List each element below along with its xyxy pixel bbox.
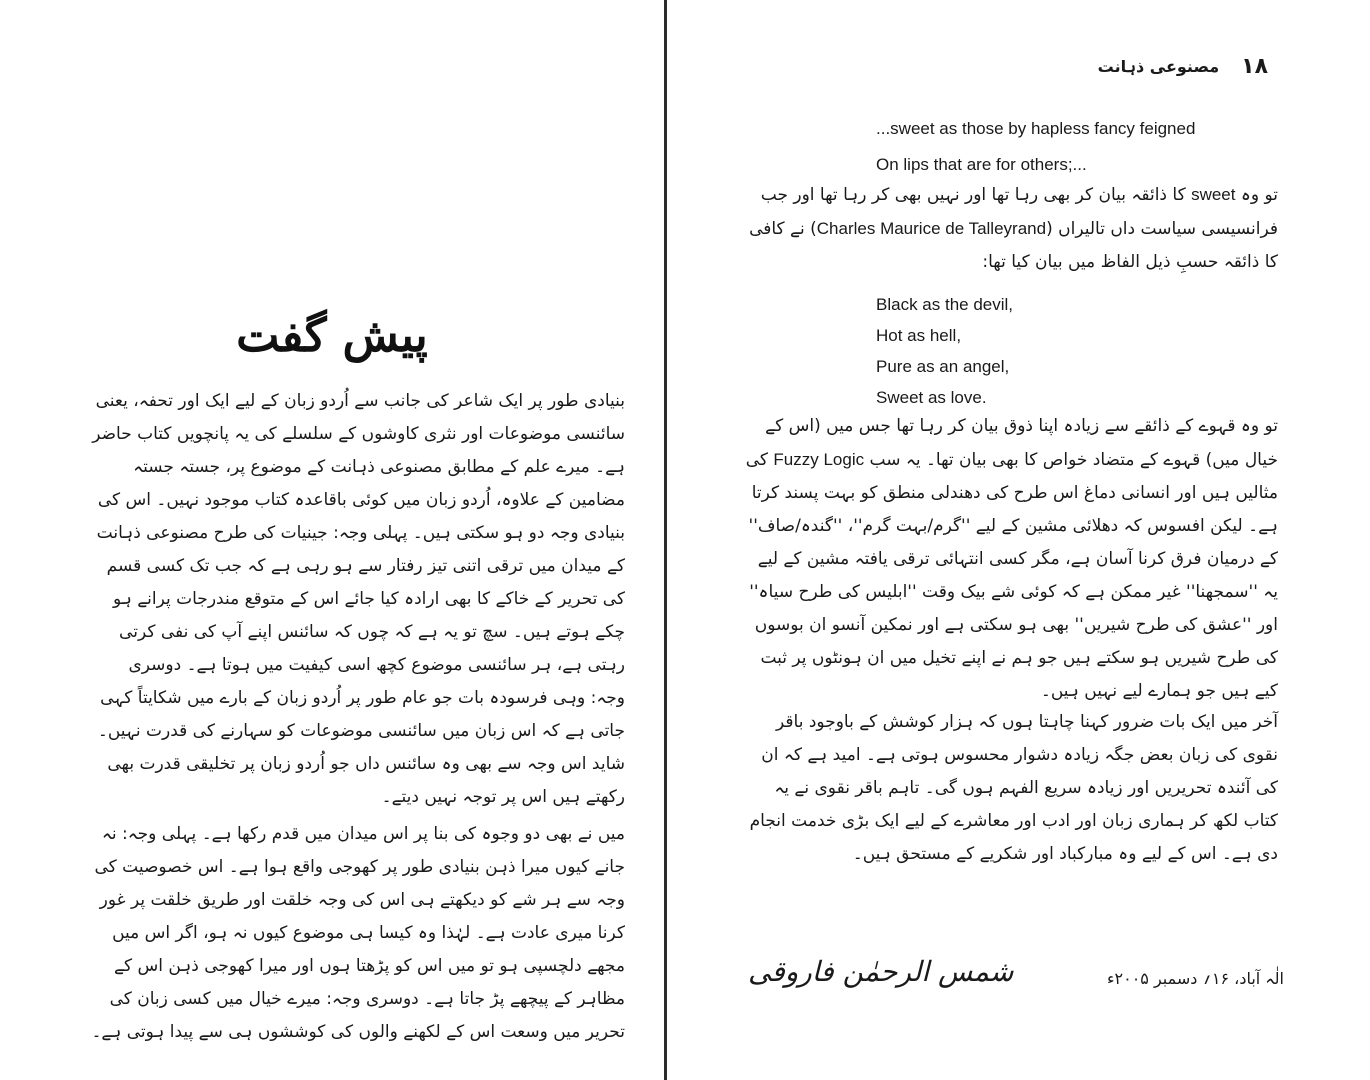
- verse-line: ...sweet as those by hapless fancy feigned: [876, 119, 1196, 138]
- preface-title: پیش گفت: [236, 308, 428, 362]
- verse-line: Hot as hell,: [876, 326, 962, 345]
- verse-line: Black as the devil,: [876, 295, 1014, 314]
- author-signature: شمس الرحمٰن فاروقی: [748, 955, 1014, 988]
- paragraph-text: کا ذائقہ بیان کر بھی رہا تھا اور نہیں بھی کر رہا تھا اور جب فرانسیسی سیاست داں تالیراں (: [760, 185, 1278, 239]
- page-number: ۱۸: [1241, 54, 1268, 79]
- running-head: [1098, 52, 1268, 82]
- english-term: sweet: [1191, 185, 1236, 204]
- preface-body: [90, 385, 625, 1049]
- epigraph-verse: [876, 111, 1296, 183]
- paragraph-closing: [738, 706, 1278, 871]
- running-title: مصنوعی ذہانت: [1097, 57, 1220, 76]
- paragraph-text: تو وہ: [1235, 185, 1278, 205]
- preface-paragraph-2: میں نے بھی دو وجوہ کی بنا پر اس میدان میں قدم رکھا ہے۔ پہلی وجہ: نہ جانے کیوں میرا ذہن بنیادی طور پر کھوجی واقع ہوا ہے۔ اس خصوصیت کی وجہ سے ہر شے کو دیکھتے ہی اس کی وجہ خلقت اور طریق خلقت پر غور کرنا میری عادت ہے۔ لہٰذا وہ کیسا ہی موضوع کیوں نہ ہو، اگر اس میں مجھے دلچسپی ہو تو میں اس کو پڑھتا ہوں اور میرا کھوجی ذہن اس کے مظاہر کے پیچھے پڑ جاتا ہے۔ دوسری وجہ: میرے خیال میں کسی زبان کی تحریر میں وسعت اس کے لکھنے والوں کی کوششوں ہی سے پیدا ہوتی ہے۔: [91, 824, 625, 1042]
- dateline: الٰہ آباد، ۱۶؍ دسمبر ۲۰۰۵ء: [1106, 969, 1284, 988]
- right-page: [668, 0, 1370, 1080]
- coffee-verse: [876, 289, 1296, 413]
- verse-line: On lips that are for others;...: [876, 155, 1087, 174]
- paragraph-text: تو وہ قہوے کے ذائقے سے زیادہ اپنا ذوق بیان کر رہا تھا جس میں (اس کے خیال میں) قہوے کے متضاد خواص کا بھی بیان تھا۔ یہ سب: [765, 416, 1278, 470]
- left-page: [0, 0, 664, 1080]
- paragraph-text: کی مثالیں ہیں اور انسانی دماغ اس طرح کی دھندلی منطق کو بہت پسند کرتا ہے۔ لیکن افسوس کہ دھلائی مشین کے لیے ''گرم/بہت گرم''، ''گندہ/صاف'' کے درمیان فرق کرنا آسان ہے، مگر کسی انتہائی ترقی یافتہ مشین کے لیے یہ ''سمجھنا'' غیر ممکن ہے کہ کوئی شے بیک وقت ''ابلیس کی طرح سیاہ'' اور ''عشق کی طرح شیریں'' بھی ہو سکتی ہے اور نمکین آنسو ان بوسوں کی طرح شیریں ہو سکتے ہیں جو ہم نے اپنے تخیل میں ان ہونٹوں پر ثبت کیے ہیں جو ہمارے لیے نہیں ہیں۔: [745, 450, 1278, 701]
- english-name: Charles Maurice de Talleyrand: [816, 219, 1047, 238]
- english-term: Fuzzy Logic: [773, 450, 865, 469]
- preface-paragraph-1: بنیادی طور پر ایک شاعر کی جانب سے اُردو زبان کے لیے ایک اور تحفہ، یعنی سائنسی موضوعات اور نثری کاوشوں کے سلسلے کی یہ پانچویں کتاب حاضر ہے۔ میرے علم کے مطابق مصنوعی ذہانت کے موضوع پر، جستہ جستہ مضامین کے علاوہ، اُردو زبان میں کوئی باقاعدہ کتاب موجود نہیں۔ اس کی بنیادی وجہ دو ہو سکتی ہیں۔ پہلی وجہ: جینیات کی طرح مصنوعی ذہانت کے میدان میں ترقی اتنی تیز رفتار سے ہو رہی ہے کہ جب تک کسی قسم کی تحریر کے خاکے کا بھی ارادہ کیا جائے اس کے متوقع مندرجات پرانے ہو چکے ہوتے ہیں۔ سچ تو یہ ہے کہ چوں کہ سائنس اپنے آپ کی نفی کرتی رہتی ہے، ہر سائنسی موضوع کچھ اسی کیفیت میں ہوتا ہے۔ دوسری وجہ: وہی فرسودہ بات جو عام طور پر اُردو زبان کے بارے میں شکایتاً کہی جاتی ہے کہ اس زبان میں سائنسی موضوعات کو سہارنے کی قدرت نہیں۔ شاید اس وجہ سے بھی وہ سائنس داں جو اُردو زبان پر تخلیقی قدرت بھی رکھتے ہیں اس پر توجہ نہیں دیتے۔: [92, 391, 625, 807]
- verse-line: Pure as an angel,: [876, 357, 1010, 376]
- paragraph-fuzzy-logic: [738, 410, 1278, 708]
- paragraph-text: ) نے کافی کا ذائقہ حسبِ ذیل الفاظ میں بیان کیا تھا:: [749, 219, 1278, 272]
- paragraph-talleyrand: [738, 178, 1278, 279]
- paragraph-text: آخر میں ایک بات ضرور کہنا چاہتا ہوں کہ ہزار کوشش کے باوجود باقر نقوی کی زبان بعض جگہ زیادہ دشوار محسوس ہوتی ہے۔ امید ہے کہ ان کی آئندہ تحریریں اور زیادہ سریع الفہم ہوں گی۔ تاہم باقر نقوی نے یہ کتاب لکھ کر ہماری زبان اور ادب اور معاشرے کے لیے ایک بڑی خدمت انجام دی ہے۔ اس کے لیے وہ مبارکباد اور شکریے کے مستحق ہیں۔: [749, 712, 1278, 864]
- book-spine: [664, 0, 667, 1080]
- verse-line: Sweet as love.: [876, 388, 987, 407]
